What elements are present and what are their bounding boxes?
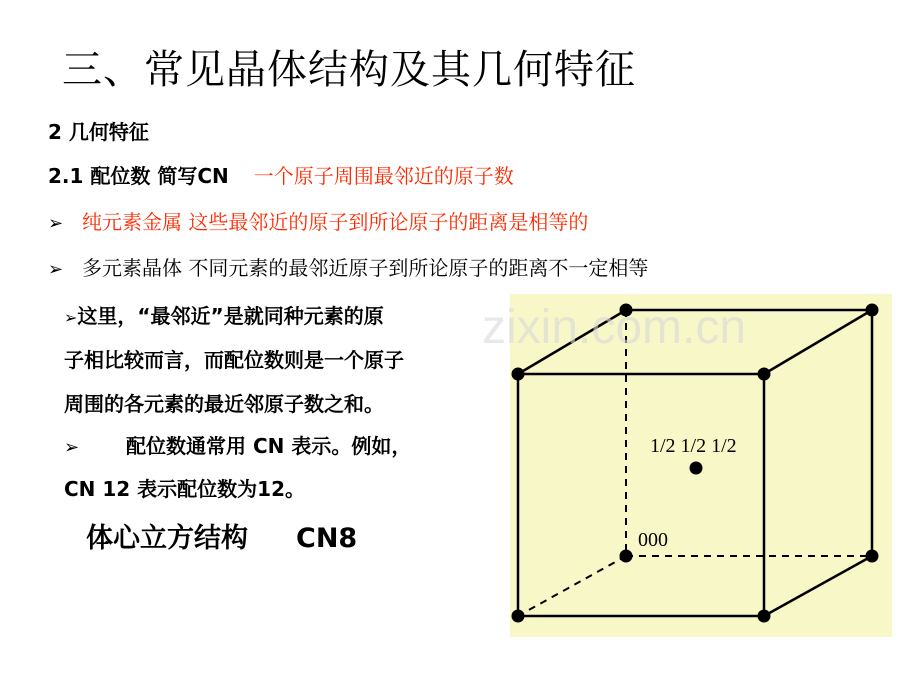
body-center-atom [690,462,703,475]
definition-line [48,160,514,189]
corner-atom [620,550,633,563]
note-line-3: 周围的各元素的最近邻原子数之和。 [64,392,384,416]
definition-text: 一个原子周围最邻近的原子数 [253,164,514,188]
corner-atom [512,610,525,623]
arrow-bullet-icon: ➢ [48,213,64,234]
arrow-bullet-icon: ➢ [64,437,80,458]
note-line-5: CN 12 表示配位数为12。 [64,477,306,501]
center-position-label: 1/2 1/2 1/2 [650,435,737,457]
bullet-item-multi-element [48,252,648,281]
arrow-bullet-icon: ➢ [48,259,64,280]
note-text-1: 这里，“最邻近”是就同种元素的原 [77,304,384,328]
bullet-text-pure-metal: 纯元素金属 这些最邻近的原子到所论原子的距离是相等的 [82,210,589,234]
slide-title: 三、常见晶体结构及其几何特征 [62,47,636,93]
cube-edge [764,310,872,374]
corner-atom [758,368,771,381]
note-text-4: 配位数通常用 CN 表示。例如， [126,434,412,458]
bullet-item-pure-metal [48,206,588,235]
watermark: zixin.com.cn [482,301,747,354]
cube-edge [764,556,872,616]
corner-atom [866,304,879,317]
structure-caption [86,516,357,555]
hidden-edge [518,556,626,616]
corner-atom [758,610,771,623]
cube-front-face [518,374,764,616]
origin-label: 000 [638,529,668,551]
structure-name: 体心立方结构 [86,523,248,554]
note-line-4 [64,430,411,459]
corner-atom [866,550,879,563]
note-line-2: 子相比较而言，而配位数则是一个原子 [64,348,404,372]
coordination-number: CN8 [296,523,358,554]
arrow-bullet-icon: ➢ [64,308,78,327]
section-heading: 2 几何特征 [48,120,149,144]
corner-atom [512,368,525,381]
definition-label: 2.1 配位数 简写CN [48,164,229,188]
bullet-text-multi-element: 多元素晶体 不同元素的最邻近原子到所论原子的距离不一定相等 [82,256,649,280]
note-line-1 [64,300,384,329]
